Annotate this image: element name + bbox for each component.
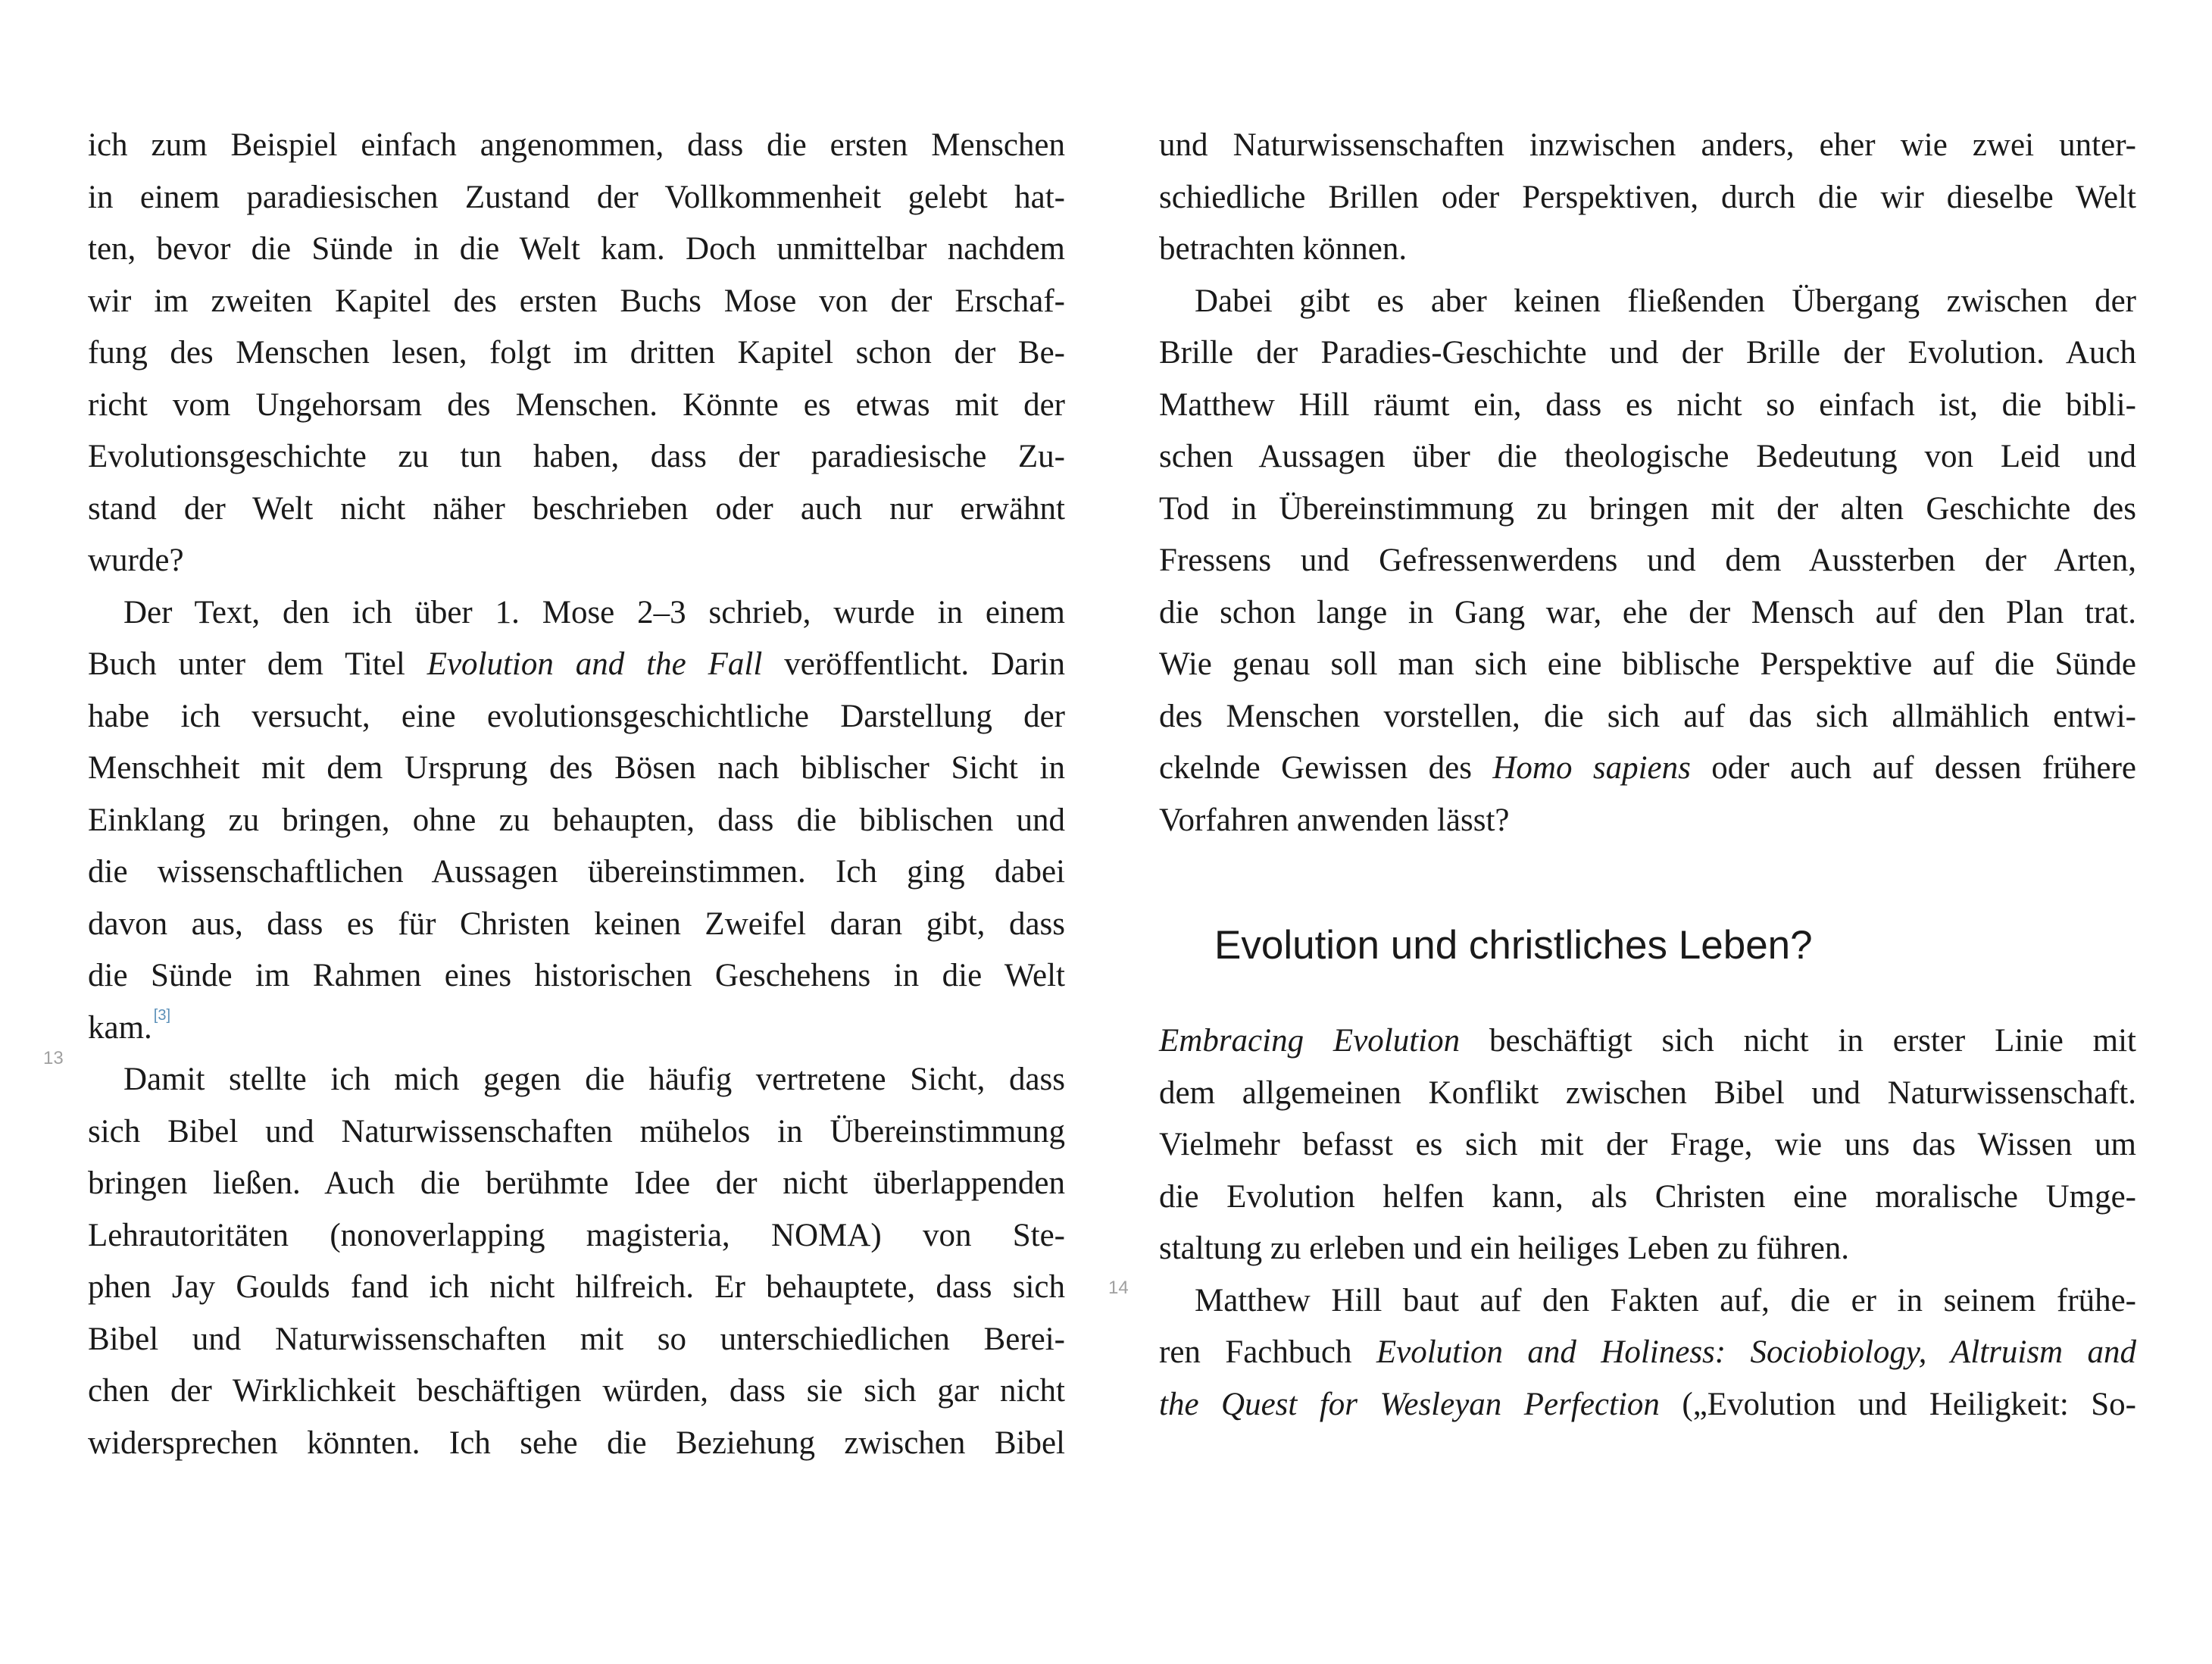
text-line: ren Fachbuch Evolution and Holiness: Sociobiology, Altruism and <box>1159 1334 2136 1370</box>
right-page-section <box>1159 1015 2136 1431</box>
text-line: Embracing Evolution beschäftigt sich nicht in erster Linie mit <box>1159 1023 2137 1059</box>
footnote-link[interactable]: [3] <box>153 1006 171 1024</box>
text-line: die wissenschaftlichen Aussagen übereinstimmen. Ich ging dabei <box>88 854 1065 890</box>
text-line: des Menschen vorstellen, die sich auf das sich allmählich entwi- <box>1159 698 2136 734</box>
text-line: ckelnde Gewissen des Homo sapiens oder auch auf dessen frühere <box>1159 750 2137 786</box>
text-line: sich Bibel und Naturwissenschaften mühelos in Übereinstimmung <box>88 1113 1065 1149</box>
book-title: Evolution and Holiness: Sociobiology, Altruism and <box>1376 1334 2136 1370</box>
text-line: bringen ließen. Auch die berühmte Idee der nicht überlappenden <box>88 1165 1065 1201</box>
left-page <box>88 120 1065 1469</box>
text-line: die Sünde im Rahmen eines historischen Geschehens in die Welt <box>88 958 1065 993</box>
text-line: Matthew Hill baut auf den Fakten auf, die er in seinem frühe- <box>1195 1282 2136 1318</box>
paragraph-1 <box>1159 120 2136 276</box>
text-line: ich zum Beispiel einfach angenommen, dass die ersten Menschen <box>88 127 1065 163</box>
text-line: Matthew Hill räumt ein, dass es nicht so einfach ist, die bibli- <box>1159 386 2136 423</box>
text-line: die schon lange in Gang war, ehe der Mensch auf den Plan trat. <box>1159 594 2136 630</box>
text-line: wir im zweiten Kapitel des ersten Buchs Mose von der Erschaf- <box>88 283 1065 319</box>
text-line: kam. [3] <box>88 1006 171 1046</box>
text-line: wurde? <box>88 543 184 578</box>
text-line: Vorfahren anwenden lässt? <box>1159 802 1510 838</box>
paragraph-3 <box>88 1054 1065 1469</box>
text-line: phen Jay Goulds fand ich nicht hilfreich. Er behauptete, dass sich <box>88 1269 1065 1305</box>
book-title: Evolution and the Fall <box>426 646 763 682</box>
text-line: fung des Menschen lesen, folgt im dritten Kapitel schon der Be- <box>88 335 1065 371</box>
text-line: schen Aussagen über die theologische Bedeutung von Leid und <box>1159 439 2136 474</box>
text-line: dem allgemeinen Konflikt zwischen Bibel und Naturwissenschaft. <box>1159 1074 2136 1111</box>
text-line: Lehrautoritäten (nonoverlapping magisteria, NOMA) von Ste- <box>88 1217 1065 1253</box>
text-line: Damit stellte ich mich gegen die häufig vertretene Sicht, dass <box>123 1062 1065 1097</box>
text-line: Brille der Paradies-Geschichte und der Brille der Evolution. Auch <box>1159 335 2136 371</box>
text-line: Tod in Übereinstimmung zu bringen mit der alten Geschichte des <box>1159 490 2136 527</box>
text-line: die Evolution helfen kann, als Christen eine moralische Umge- <box>1159 1178 2136 1215</box>
text-line: Dabei gibt es aber keinen fließenden Übergang zwischen der <box>1195 283 2136 319</box>
paragraph-4 <box>1159 1275 2136 1431</box>
text-line: und Naturwissenschaften inzwischen anders, eher wie zwei unter- <box>1159 127 2136 163</box>
book-title: Embracing Evolution <box>1159 1023 1461 1059</box>
text-line: widersprechen könnten. Ich sehe die Beziehung zwischen Bibel <box>88 1425 1065 1461</box>
paragraph-2 <box>88 587 1065 1055</box>
book-title: the Quest for Wesleyan Perfection <box>1159 1386 1660 1422</box>
text-line: Einklang zu bringen, ohne zu behaupten, dass die biblischen und <box>88 802 1065 838</box>
paragraph-1 <box>88 120 1065 587</box>
species-name: Homo sapiens <box>1492 750 1691 786</box>
section-heading: Evolution und christliches Leben? <box>1214 923 1813 968</box>
paragraph-2 <box>1159 276 2136 847</box>
paragraph-3 <box>1159 1015 2136 1275</box>
text-line: Bibel und Naturwissenschaften mit so unterschiedlichen Berei- <box>88 1321 1065 1357</box>
text-line: Wie genau soll man sich eine biblische Perspektive auf die Sünde <box>1159 646 2136 682</box>
text-line: Evolutionsgeschichte zu tun haben, dass der paradiesische Zu- <box>88 439 1065 474</box>
text-line: davon aus, dass es für Christen keinen Zweifel daran gibt, dass <box>88 906 1065 942</box>
page-marker: 14 <box>1108 1278 1129 1298</box>
text-line: stand der Welt nicht näher beschrieben oder auch nur erwähnt <box>88 490 1065 527</box>
text-line: in einem paradiesischen Zustand der Vollkommenheit gelebt hat- <box>88 179 1065 215</box>
text-line: the Quest for Wesleyan Perfection („Evolution und Heiligkeit: So- <box>1159 1386 2136 1422</box>
text-line: chen der Wirklichkeit beschäftigen würden, dass sie sich gar nicht <box>88 1373 1065 1409</box>
text-line: habe ich versucht, eine evolutionsgeschichtliche Darstellung der <box>88 698 1065 734</box>
text-line: ten, bevor die Sünde in die Welt kam. Doch unmittelbar nachdem <box>88 231 1065 267</box>
text-line: Der Text, den ich über 1. Mose 2–3 schrieb, wurde in einem <box>123 594 1065 630</box>
page-marker: 13 <box>43 1048 64 1068</box>
right-page <box>1159 120 2136 846</box>
text-line: Fressens und Gefressenwerdens und dem Aussterben der Arten, <box>1159 543 2136 578</box>
text-line: schiedliche Brillen oder Perspektiven, durch die wir dieselbe Welt <box>1159 179 2136 215</box>
text-line: Buch unter dem Titel Evolution and the Fall veröffentlicht. Darin <box>88 646 1065 682</box>
text-line: betrachten können. <box>1159 231 1407 267</box>
text-line: Menschheit mit dem Ursprung des Bösen nach biblischer Sicht in <box>88 750 1065 786</box>
text-line: richt vom Ungehorsam des Menschen. Könnte es etwas mit der <box>88 386 1065 423</box>
text-line: Vielmehr befasst es sich mit der Frage, wie uns das Wissen um <box>1159 1127 2136 1162</box>
text-line: staltung zu erleben und ein heiliges Leben zu führen. <box>1159 1231 1850 1266</box>
